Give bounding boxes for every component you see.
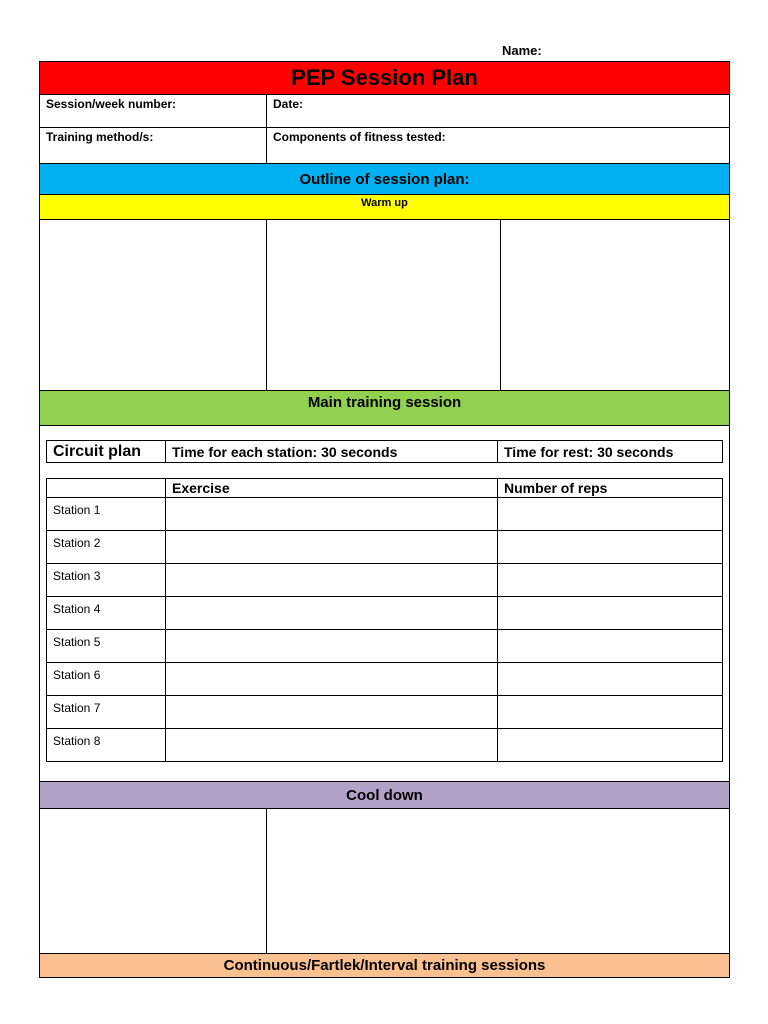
table-row	[47, 729, 723, 762]
circuit-plan-title: Circuit plan	[47, 441, 166, 463]
exercise-cell[interactable]	[166, 663, 498, 696]
table-row	[47, 597, 723, 630]
table-row	[47, 663, 723, 696]
date-label: Date:	[273, 97, 304, 111]
exercise-cell[interactable]	[166, 597, 498, 630]
column-header-exercise: Exercise	[166, 479, 498, 498]
exercise-cell[interactable]	[166, 630, 498, 663]
session-week-label: Session/week number:	[46, 97, 177, 111]
exercise-cell[interactable]	[166, 696, 498, 729]
table-row	[47, 630, 723, 663]
cooldown-box-2[interactable]	[266, 808, 730, 954]
date-field[interactable]	[266, 94, 730, 128]
table-row	[47, 696, 723, 729]
warmup-box-1[interactable]	[39, 219, 267, 391]
components-label: Components of fitness tested:	[273, 130, 446, 144]
reps-cell[interactable]	[498, 729, 723, 762]
components-field[interactable]	[266, 127, 730, 164]
reps-cell[interactable]	[498, 564, 723, 597]
station-time-text: Time for each station: 30 seconds	[166, 441, 498, 463]
page-title: PEP Session Plan	[39, 61, 730, 95]
name-label: Name:	[502, 43, 542, 58]
reps-cell[interactable]	[498, 696, 723, 729]
station-label: Station 3	[47, 564, 166, 597]
table-row	[47, 498, 723, 531]
continuous-training-heading: Continuous/Fartlek/Interval training sessions	[39, 953, 730, 978]
station-label: Station 1	[47, 498, 166, 531]
station-label: Station 5	[47, 630, 166, 663]
exercise-cell[interactable]	[166, 531, 498, 564]
station-table	[46, 478, 723, 762]
training-methods-field[interactable]	[39, 127, 267, 164]
cooldown-box-1[interactable]	[39, 808, 267, 954]
warmup-box-2[interactable]	[266, 219, 501, 391]
column-header-reps: Number of reps	[498, 479, 723, 498]
station-label: Station 8	[47, 729, 166, 762]
cooldown-heading: Cool down	[39, 781, 730, 809]
exercise-cell[interactable]	[166, 498, 498, 531]
table-row	[47, 531, 723, 564]
station-label: Station 6	[47, 663, 166, 696]
station-label: Station 4	[47, 597, 166, 630]
reps-cell[interactable]	[498, 498, 723, 531]
circuit-header-table	[46, 440, 723, 463]
reps-cell[interactable]	[498, 630, 723, 663]
warmup-box-3[interactable]	[500, 219, 730, 391]
station-label: Station 7	[47, 696, 166, 729]
reps-cell[interactable]	[498, 663, 723, 696]
station-label: Station 2	[47, 531, 166, 564]
table-row	[47, 564, 723, 597]
reps-cell[interactable]	[498, 531, 723, 564]
session-week-field[interactable]	[39, 94, 267, 128]
reps-cell[interactable]	[498, 597, 723, 630]
main-session-heading: Main training session	[39, 390, 730, 426]
exercise-cell[interactable]	[166, 729, 498, 762]
station-table-header	[47, 479, 723, 498]
training-methods-label: Training method/s:	[46, 130, 154, 144]
outline-heading: Outline of session plan:	[39, 163, 730, 195]
column-header	[47, 479, 166, 498]
exercise-cell[interactable]	[166, 564, 498, 597]
warmup-heading: Warm up	[39, 194, 730, 220]
rest-time-text: Time for rest: 30 seconds	[498, 441, 723, 463]
